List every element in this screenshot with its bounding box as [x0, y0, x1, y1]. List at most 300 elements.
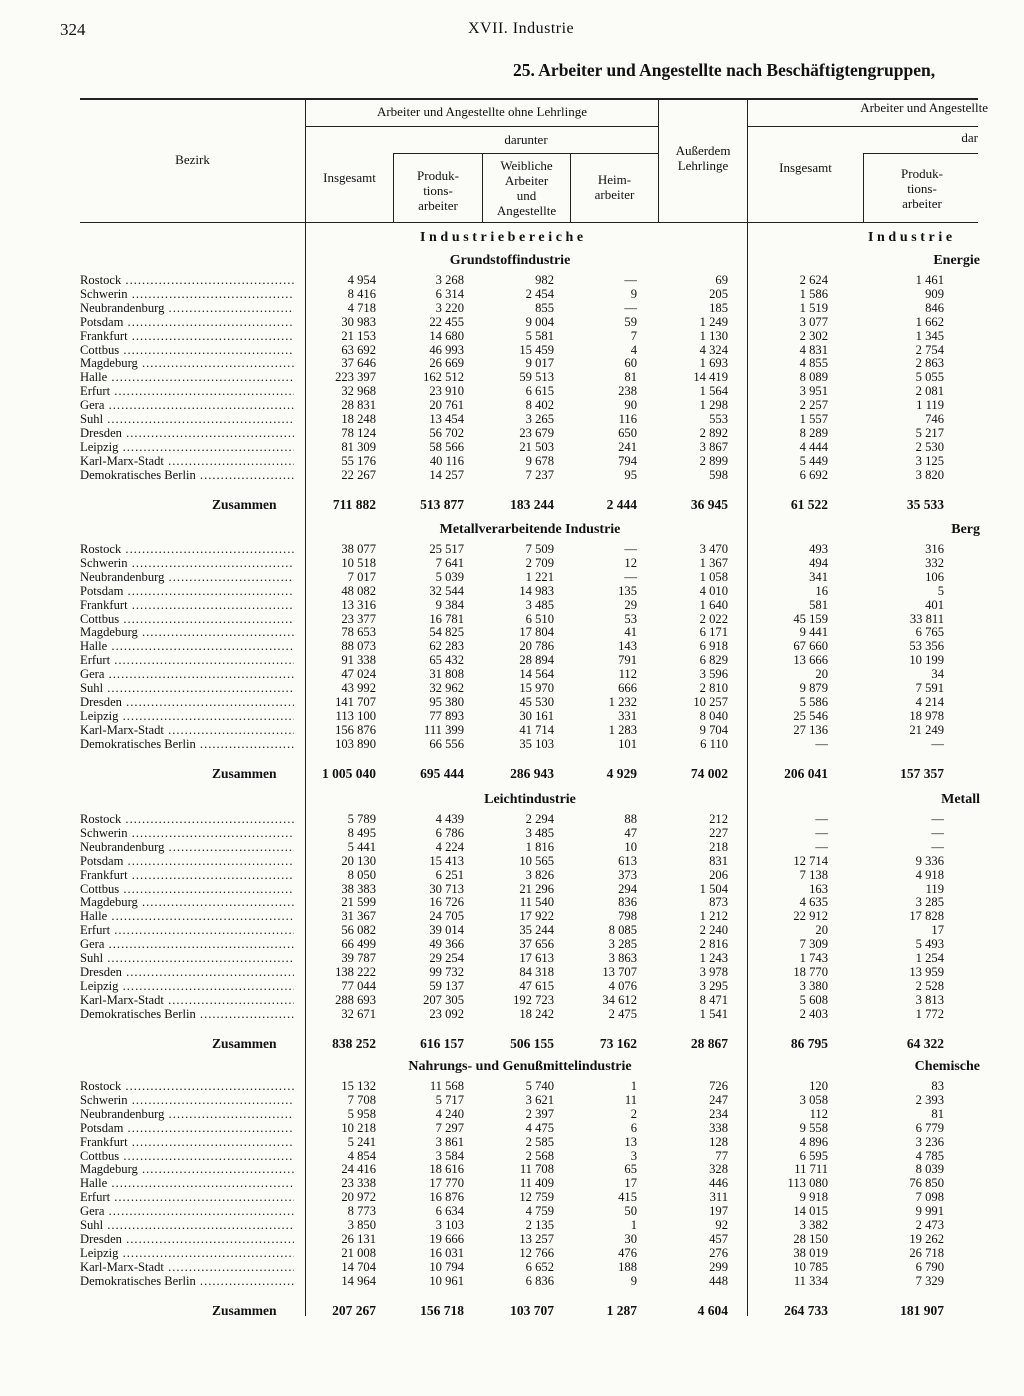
table-cell: 276: [709, 1245, 728, 1260]
table-cell: —: [624, 300, 637, 315]
table-cell: 5 581: [525, 328, 554, 343]
header-weibliche: Weibliche Arbeiter und Angestellte: [496, 158, 557, 218]
total-cell: 286 943: [510, 766, 554, 781]
table-cell: 192 723: [513, 992, 554, 1007]
table-cell: 2 568: [525, 1148, 554, 1163]
bezirk-name: Schwerin .....: [80, 826, 294, 840]
table-cell: 28 831: [341, 398, 376, 413]
table-cell: 23 910: [429, 384, 464, 399]
bezirk-name: Neubrandenburg .....: [80, 840, 294, 854]
table-cell: 63 692: [341, 342, 376, 357]
table-row: [0, 273, 1024, 287]
table-cell: 23 338: [341, 1176, 376, 1191]
table-cell: 13 257: [519, 1231, 554, 1246]
table-cell: 288 693: [335, 992, 376, 1007]
table-cell: —: [815, 736, 828, 751]
table-cell: 9 879: [799, 681, 828, 695]
header-produktionsarbeiter: Produk- tions- arbeiter: [417, 168, 459, 213]
table-cell: 21 503: [519, 439, 554, 454]
bezirk-name: Neubrandenburg .....: [80, 1107, 294, 1121]
table-cell: 7 098: [915, 1190, 944, 1205]
table-cell: 7 297: [435, 1120, 464, 1135]
total-cell: 74 002: [690, 766, 728, 781]
table-cell: 1 221: [525, 569, 554, 584]
table-cell: 88: [624, 812, 637, 826]
bezirk-name: Schwerin .....: [80, 556, 294, 570]
table-cell: 4 785: [915, 1148, 944, 1163]
table-cell: 5 586: [799, 694, 828, 709]
total-cell: 1 005 040: [322, 766, 376, 781]
bezirk-name: Dresden .....: [80, 1232, 294, 1246]
table-cell: 22 912: [793, 909, 828, 924]
table-cell: 16: [815, 583, 828, 598]
table-cell: 54 825: [429, 625, 464, 640]
total-cell: 1 287: [606, 1303, 637, 1318]
table-cell: 6 918: [699, 639, 728, 654]
table-cell: 2 240: [699, 923, 728, 938]
table-cell: 11 409: [519, 1176, 554, 1191]
table-row: [0, 993, 1024, 1007]
table-cell: 156 876: [335, 722, 376, 737]
table-cell: 2 528: [915, 978, 944, 993]
table-row: [0, 1176, 1024, 1190]
table-cell: 32 544: [429, 583, 464, 598]
table-cell: 1 586: [799, 286, 828, 301]
table-cell: 9 384: [435, 597, 464, 612]
table-row: [0, 951, 1024, 965]
table-cell: 49 366: [429, 937, 464, 952]
total-cell: 86 795: [790, 1036, 828, 1051]
table-cell: 17 922: [519, 909, 554, 924]
bezirk-name: Halle .....: [80, 1176, 294, 1190]
table-cell: 581: [809, 597, 828, 612]
table-cell: 8 039: [915, 1162, 944, 1177]
table-cell: 30 713: [429, 881, 464, 896]
header-produktionsarbeiter2: Produk- tions- arbeiter: [901, 166, 943, 211]
table-cell: 6 765: [915, 625, 944, 640]
bezirk-name: Magdeburg .....: [80, 356, 294, 370]
table-cell: 746: [925, 412, 944, 426]
total-cell: 264 733: [784, 1303, 828, 1318]
table-cell: 206: [709, 867, 728, 882]
table-cell: 446: [709, 1176, 728, 1191]
table-cell: 81 309: [341, 439, 376, 454]
section-title-right: Chemische: [914, 1059, 980, 1074]
table-cell: 1 519: [799, 300, 828, 315]
table-cell: 5 441: [347, 839, 376, 854]
bezirk-name: Potsdam .....: [80, 1121, 294, 1135]
table-cell: 4 759: [525, 1204, 554, 1219]
table-cell: 78 653: [341, 625, 376, 640]
table-cell: —: [931, 825, 944, 840]
table-cell: 3 382: [799, 1218, 828, 1232]
table-row: [0, 826, 1024, 840]
table-row: [0, 895, 1024, 909]
table-cell: 163: [809, 881, 828, 896]
table-cell: 227: [709, 825, 728, 840]
table-cell: 21 249: [909, 722, 944, 737]
table-cell: 2 135: [525, 1218, 554, 1232]
table-cell: 3 850: [347, 1218, 376, 1232]
bezirk-name: Suhl .....: [80, 412, 294, 426]
table-cell: 7 591: [915, 681, 944, 695]
table-cell: 331: [618, 708, 637, 723]
total-cell: 35 533: [906, 497, 944, 512]
table-cell: 11 568: [429, 1079, 464, 1093]
table-cell: 81: [931, 1106, 944, 1121]
table-cell: 10 518: [341, 555, 376, 570]
table-cell: 65: [624, 1162, 637, 1177]
table-cell: 13 959: [909, 964, 944, 979]
table-cell: 119: [925, 881, 944, 896]
total-row: [0, 767, 1024, 781]
table-cell: 45 530: [519, 694, 554, 709]
table-cell: 909: [925, 286, 944, 301]
header-darunter: darunter: [504, 132, 548, 147]
table-cell: 8 495: [347, 825, 376, 840]
total-cell: 157 357: [900, 766, 944, 781]
bezirk-name: Erfurt .....: [80, 923, 294, 937]
total-cell: 4 929: [606, 766, 637, 781]
table-cell: 21 296: [519, 881, 554, 896]
darunter2-rule: [864, 153, 978, 154]
table-cell: 10 199: [909, 653, 944, 668]
table-cell: 10 961: [429, 1273, 464, 1288]
table-cell: 5 217: [915, 425, 944, 440]
table-cell: 1 212: [699, 909, 728, 924]
table-row: [0, 681, 1024, 695]
table-cell: 4 224: [435, 839, 464, 854]
table-cell: 10 794: [429, 1259, 464, 1274]
table-cell: 14 680: [429, 328, 464, 343]
bezirk-name: Erfurt .....: [80, 653, 294, 667]
table-row: [0, 1204, 1024, 1218]
table-cell: 19 262: [909, 1231, 944, 1246]
table-cell: 9: [630, 1273, 637, 1288]
table-cell: 17: [931, 923, 944, 938]
table-row: [0, 343, 1024, 357]
bezirk-name: Leipzig .....: [80, 979, 294, 993]
table-row: [0, 412, 1024, 426]
total-cell: 36 945: [690, 497, 728, 512]
table-cell: 15 132: [341, 1079, 376, 1093]
table-cell: 4 954: [347, 273, 376, 287]
table-row: [0, 1246, 1024, 1260]
table-cell: 2 393: [915, 1092, 944, 1107]
table-cell: 212: [709, 812, 728, 826]
table-cell: 128: [709, 1134, 728, 1149]
table-row: [0, 1121, 1024, 1135]
table-cell: 476: [618, 1245, 637, 1260]
table-cell: —: [815, 839, 828, 854]
table-cell: 2 892: [699, 425, 728, 440]
table-cell: 23 092: [429, 1006, 464, 1021]
table-cell: 457: [709, 1231, 728, 1246]
header-bezirk: Bezirk: [175, 152, 210, 167]
table-cell: 84 318: [519, 964, 554, 979]
table-cell: 29: [624, 597, 637, 612]
total-row: [0, 1037, 1024, 1051]
group1-rule: [306, 126, 658, 127]
table-cell: 6 836: [525, 1273, 554, 1288]
table-cell: 4 896: [799, 1134, 828, 1149]
table-cell: 30: [624, 1231, 637, 1246]
table-cell: 2 585: [525, 1134, 554, 1149]
page-number: 324: [60, 20, 86, 39]
table-cell: 188: [618, 1259, 637, 1274]
table-row: [0, 1190, 1024, 1204]
table-cell: 15 413: [429, 853, 464, 868]
table-cell: 4 855: [799, 356, 828, 371]
table-cell: 113 080: [787, 1176, 828, 1191]
table-cell: 5 039: [435, 569, 464, 584]
total-label: Zusammen: [212, 498, 277, 512]
table-row: [0, 1093, 1024, 1107]
table-cell: 18 242: [519, 1006, 554, 1021]
table-cell: 5 608: [799, 992, 828, 1007]
table-cell: 2 257: [799, 398, 828, 413]
bezirk-name: Erfurt .....: [80, 1190, 294, 1204]
bezirk-name: Rostock .....: [80, 1079, 294, 1093]
table-cell: 1 772: [915, 1006, 944, 1021]
table-cell: 1 564: [699, 384, 728, 399]
table-cell: 30 983: [341, 314, 376, 329]
table-row: [0, 639, 1024, 653]
table-cell: 1 249: [699, 314, 728, 329]
header-lehrlinge: Außerdem Lehrlinge: [675, 143, 731, 173]
bezirk-name: Potsdam .....: [80, 854, 294, 868]
total-cell: 206 041: [784, 766, 828, 781]
table-row: [0, 1274, 1024, 1288]
bezirk-name: Demokratisches Berlin .....: [80, 737, 294, 751]
bezirk-name: Demokratisches Berlin .....: [80, 1274, 294, 1288]
section-title-left: Grundstoffindustrie: [449, 253, 571, 268]
table-cell: 16 726: [429, 895, 464, 910]
table-cell: 46 993: [429, 342, 464, 357]
table-cell: 5 241: [347, 1134, 376, 1149]
table-cell: 13: [624, 1134, 637, 1149]
table-cell: 3 813: [915, 992, 944, 1007]
section-title-right: Metall: [941, 792, 980, 807]
table-row: [0, 695, 1024, 709]
table-cell: 14 257: [429, 467, 464, 482]
table-cell: 14 964: [341, 1273, 376, 1288]
table-cell: 5 493: [915, 937, 944, 952]
table-cell: 9 918: [799, 1190, 828, 1205]
table-cell: 494: [809, 555, 828, 570]
table-cell: 8 050: [347, 867, 376, 882]
table-cell: 6 314: [435, 286, 464, 301]
bezirk-name: Gera .....: [80, 1204, 294, 1218]
table-cell: 1 367: [699, 555, 728, 570]
bezirk-name: Frankfurt .....: [80, 868, 294, 882]
section-title-right: Berg: [951, 522, 980, 537]
table-cell: 332: [925, 555, 944, 570]
table-row: [0, 542, 1024, 556]
table-cell: 138 222: [335, 964, 376, 979]
table-cell: 35 103: [519, 736, 554, 751]
table-cell: 47 024: [341, 667, 376, 682]
table-cell: 91 338: [341, 653, 376, 668]
bezirk-name: Rostock .....: [80, 273, 294, 287]
bezirk-name: Schwerin .....: [80, 287, 294, 301]
table-cell: 2 397: [525, 1106, 554, 1121]
header-group2: Arbeiter und Angestellte: [860, 100, 988, 115]
table-row: [0, 868, 1024, 882]
table-cell: 8 085: [608, 923, 637, 938]
table-cell: 1 640: [699, 597, 728, 612]
bezirk-name: Halle .....: [80, 909, 294, 923]
table-cell: 11 540: [519, 895, 554, 910]
table-cell: 35 244: [519, 923, 554, 938]
table-row: [0, 570, 1024, 584]
table-cell: 55 176: [341, 453, 376, 468]
table-cell: 4: [630, 342, 637, 357]
table-cell: 3 485: [525, 597, 554, 612]
table-cell: 234: [709, 1106, 728, 1121]
table-cell: 62 283: [429, 639, 464, 654]
group2-rule: [748, 126, 978, 127]
table-row: [0, 426, 1024, 440]
table-cell: 3 863: [608, 951, 637, 965]
bezirk-name: Leipzig .....: [80, 709, 294, 723]
table-cell: 4 444: [799, 439, 828, 454]
table-cell: 3 058: [799, 1092, 828, 1107]
bezirk-name: Dresden .....: [80, 695, 294, 709]
bezirk-name: Potsdam .....: [80, 584, 294, 598]
table-cell: 873: [709, 895, 728, 910]
table-cell: 7: [630, 328, 637, 343]
table-cell: 3 285: [915, 895, 944, 910]
table-cell: 6 251: [435, 867, 464, 882]
table-cell: 3 295: [699, 978, 728, 993]
table-cell: 6 786: [435, 825, 464, 840]
bezirk-name: Dresden .....: [80, 426, 294, 440]
table-cell: 4 076: [608, 978, 637, 993]
table-cell: 8 040: [699, 708, 728, 723]
total-cell: 181 907: [900, 1303, 944, 1318]
table-cell: 2 899: [699, 453, 728, 468]
table-cell: 13 454: [429, 412, 464, 426]
table-cell: 3 220: [435, 300, 464, 315]
bezirk-name: Suhl .....: [80, 681, 294, 695]
table-cell: 1: [630, 1079, 637, 1093]
table-cell: 8 471: [699, 992, 728, 1007]
total-cell: 513 877: [420, 497, 464, 512]
table-cell: 6 692: [799, 467, 828, 482]
table-cell: 5 055: [915, 370, 944, 385]
table-cell: 3 596: [699, 667, 728, 682]
table-cell: 23 679: [519, 425, 554, 440]
table-cell: 3 268: [435, 273, 464, 287]
table-cell: 101: [618, 736, 637, 751]
table-cell: 3 485: [525, 825, 554, 840]
table-row: [0, 667, 1024, 681]
bezirk-name: Rostock .....: [80, 812, 294, 826]
table-cell: 5 958: [347, 1106, 376, 1121]
table-cell: 135: [618, 583, 637, 598]
table-cell: 77: [715, 1148, 728, 1163]
table-cell: 13 316: [341, 597, 376, 612]
table-cell: —: [624, 273, 637, 287]
bezirk-name: Neubrandenburg .....: [80, 301, 294, 315]
table-cell: 553: [709, 412, 728, 426]
table-row: [0, 287, 1024, 301]
table-cell: 66 499: [341, 937, 376, 952]
total-cell: 2 444: [606, 497, 637, 512]
total-cell: 61 522: [790, 497, 828, 512]
table-cell: 4 635: [799, 895, 828, 910]
table-cell: 16 031: [429, 1245, 464, 1260]
table-cell: 4 214: [915, 694, 944, 709]
section-title-right: Energie: [933, 253, 980, 268]
bezirk-name: Frankfurt .....: [80, 598, 294, 612]
table-cell: 223 397: [335, 370, 376, 385]
table-cell: 2 530: [915, 439, 944, 454]
table-cell: 1 058: [699, 569, 728, 584]
table-cell: 3: [630, 1148, 637, 1163]
table-cell: 39 014: [429, 923, 464, 938]
total-row: [0, 1304, 1024, 1318]
table-cell: 26 718: [909, 1245, 944, 1260]
bezirk-name: Magdeburg .....: [80, 1162, 294, 1176]
table-cell: 59: [624, 314, 637, 329]
table-cell: 6 615: [525, 384, 554, 399]
table-row: [0, 937, 1024, 951]
table-cell: 99 732: [429, 964, 464, 979]
table-cell: 59 137: [429, 978, 464, 993]
table-cell: 241: [618, 439, 637, 454]
header-heimarbeiter: Heim- arbeiter: [594, 172, 635, 202]
table-cell: 19 666: [429, 1231, 464, 1246]
table-cell: 1 541: [699, 1006, 728, 1021]
chapter-title: XVII. Industrie: [468, 20, 575, 37]
table-cell: 2: [630, 1106, 637, 1121]
table-cell: 415: [618, 1190, 637, 1205]
total-label: Zusammen: [212, 767, 277, 781]
table-cell: 22 267: [341, 467, 376, 482]
table-cell: 2 473: [915, 1218, 944, 1232]
bezirk-name: Cottbus .....: [80, 343, 294, 357]
table-cell: 341: [809, 569, 828, 584]
table-cell: 27 136: [793, 722, 828, 737]
table-cell: 2 810: [699, 681, 728, 695]
table-cell: 41: [624, 625, 637, 640]
table-cell: 113 100: [335, 708, 376, 723]
total-cell: 506 155: [510, 1036, 554, 1051]
table-cell: 22 455: [429, 314, 464, 329]
section-title-left: Metallverarbeitende Industrie: [439, 522, 621, 537]
table-cell: —: [624, 569, 637, 584]
table-cell: 25 546: [793, 708, 828, 723]
table-cell: 5 717: [435, 1092, 464, 1107]
total-cell: 73 162: [599, 1036, 637, 1051]
table-cell: 32 968: [341, 384, 376, 399]
table-row: [0, 556, 1024, 570]
header-bottom-rule: [80, 222, 978, 223]
table-cell: 16 781: [429, 611, 464, 626]
table-cell: —: [931, 839, 944, 854]
table-cell: 12 766: [519, 1245, 554, 1260]
bezirk-name: Cottbus .....: [80, 882, 294, 896]
total-label: Zusammen: [212, 1037, 277, 1051]
table-cell: 53 356: [909, 639, 944, 654]
bezirk-name: Leipzig .....: [80, 1246, 294, 1260]
table-cell: 9 991: [915, 1204, 944, 1219]
darunter-rule: [394, 153, 658, 154]
table-cell: 25 517: [429, 542, 464, 556]
table-cell: 9 336: [915, 853, 944, 868]
